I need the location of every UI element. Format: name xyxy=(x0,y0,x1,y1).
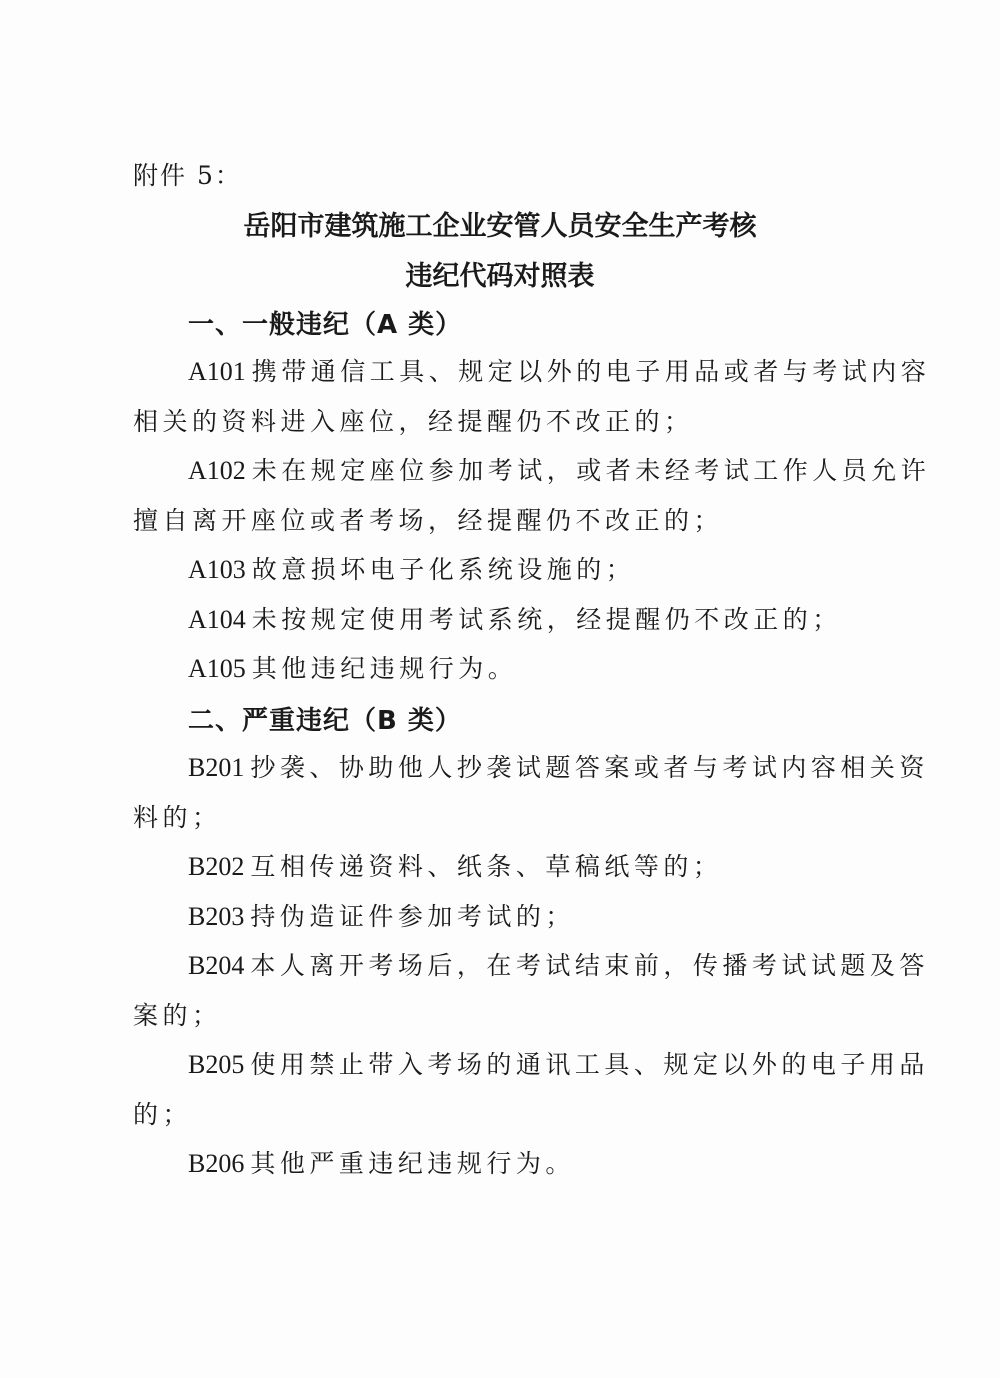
violation-code: A104 xyxy=(188,605,246,634)
list-item-b201 xyxy=(188,748,929,784)
violation-code: B204 xyxy=(188,951,245,980)
list-item-b202 xyxy=(188,847,722,883)
violation-text: 使用禁止带入考场的通讯工具、规定以外的电子用品 xyxy=(250,1050,929,1079)
violation-text: 携带通信工具、规定以外的电子用品或者与考试内容 xyxy=(251,357,931,386)
violation-text: 持伪造证件参加考试的； xyxy=(250,902,575,931)
list-item-b205 xyxy=(188,1045,929,1081)
list-item-b206 xyxy=(188,1144,575,1180)
attachment-label: 附件 5： xyxy=(133,161,242,190)
violation-text: 其他违纪违规行为。 xyxy=(251,654,518,683)
list-item-b204-continued: 案的； xyxy=(133,1001,222,1030)
violation-text: 互相传递资料、纸条、草稿纸等的； xyxy=(250,852,723,881)
list-item-a103 xyxy=(188,550,635,586)
violation-code: B205 xyxy=(188,1050,245,1079)
violation-code: B202 xyxy=(188,852,245,881)
list-item-a102-continued: 擅自离开座位或者考场，经提醒仍不改正的； xyxy=(133,506,724,535)
violation-code: A101 xyxy=(188,357,246,386)
violation-text: 本人离开考场后，在考试结束前，传播考试试题及答 xyxy=(250,951,929,980)
list-item-a105 xyxy=(188,649,517,685)
violation-code: A103 xyxy=(188,555,246,584)
violation-code: A102 xyxy=(188,456,246,485)
violation-text: 故意损坏电子化系统设施的； xyxy=(251,555,636,584)
list-item-a104 xyxy=(188,600,842,636)
list-item-a101 xyxy=(188,352,930,388)
violation-code: B201 xyxy=(188,753,245,782)
document-title-line1: 岳阳市建筑施工企业安管人员安全生产考核 xyxy=(243,211,757,242)
document-title-line2: 违纪代码对照表 xyxy=(405,261,595,292)
section-a-heading: 一、一般违纪（A 类） xyxy=(188,310,463,340)
list-item-a102 xyxy=(188,451,930,487)
list-item-b205-continued: 的； xyxy=(133,1100,193,1129)
violation-text: 抄袭、协助他人抄袭试题答案或者与考试内容相关资 xyxy=(250,753,929,782)
violation-code: B203 xyxy=(188,902,245,931)
violation-text: 其他严重违纪违规行为。 xyxy=(250,1149,575,1178)
section-b-heading: 二、严重违纪（B 类） xyxy=(188,706,462,736)
list-item-b204 xyxy=(188,946,929,982)
list-item-a101-continued: 相关的资料进入座位，经提醒仍不改正的； xyxy=(133,407,694,436)
list-item-b203 xyxy=(188,897,575,933)
list-item-b201-continued: 料的； xyxy=(133,803,222,832)
violation-text: 未按规定使用考试系统，经提醒仍不改正的； xyxy=(251,605,842,634)
violation-text: 未在规定座位参加考试，或者未经考试工作人员允许 xyxy=(251,456,931,485)
violation-code: A105 xyxy=(188,654,246,683)
violation-code: B206 xyxy=(188,1149,245,1178)
